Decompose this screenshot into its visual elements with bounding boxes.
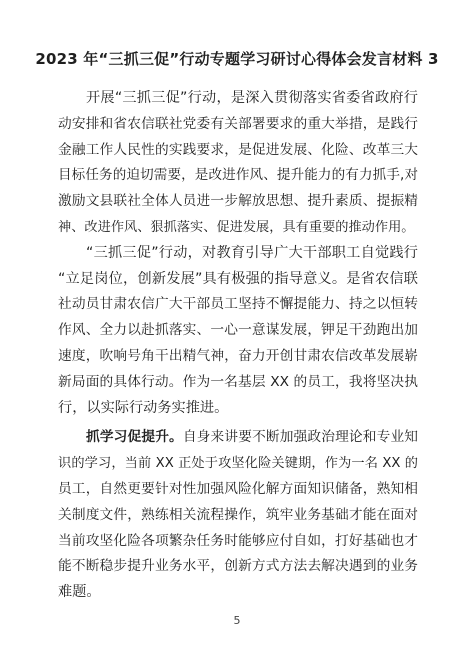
paragraph-line: 社动员甘肃农信广大干部员工坚持不懈提能力、持之以恒转 bbox=[58, 296, 418, 313]
paragraph-line: 动安排和省农信联社党委有关部署要求的重大举措，是践行 bbox=[58, 115, 418, 132]
paragraph-line: 目标任务的迫切需要，是改进作风、提升能力的有力抓手,对 bbox=[58, 167, 418, 184]
paragraph-first-line bbox=[58, 425, 418, 451]
paragraph-line: 识的学习，当前 XX 正处于攻坚化险关键期，作为一名 XX 的 bbox=[58, 456, 418, 472]
paragraph-line: “三抓三促”行动，对教育引导广大干部职工自觉践行 bbox=[86, 244, 418, 261]
paragraph-text: 自身来讲要不断加强政治理论和专业知 bbox=[182, 429, 418, 446]
paragraph-heading: 抓学习促提升。 bbox=[86, 429, 183, 446]
paragraph-3 bbox=[58, 425, 418, 606]
paragraph-1 bbox=[58, 86, 418, 241]
paragraph-line: 神、改进作风、狠抓落实、促进发展，具有重要的推动作用。 bbox=[58, 219, 415, 235]
paragraph-line: 作风、全力以赴抓落实、一心一意谋发展，钾足干劲跑出加 bbox=[58, 322, 418, 339]
paragraph-line: 关制度文件，熟练相关流程操作，筑牢业务基础才能在面对 bbox=[58, 506, 418, 523]
paragraph-line: 速度，吹响号角干出精气神，奋力开创甘肃农信改革发展崭 bbox=[58, 347, 418, 364]
paragraph-line: 激励文县联社全体人员进一步解放思想、提升素质、提振精 bbox=[58, 193, 418, 210]
paragraph-line: 行，以实际行动务实推进。 bbox=[58, 399, 229, 416]
document-body bbox=[58, 86, 418, 606]
paragraph-line: “立足岗位，创新发展”具有极强的指导意义。是省农信联 bbox=[58, 270, 418, 287]
paragraph-line: 能不断稳步提升业务水平，创新方式方法去解决遇到的业务 bbox=[58, 558, 418, 575]
paragraph-line: 难题。 bbox=[58, 584, 101, 601]
paragraph-line: 金融工作人民性的实践要求，是促进发展、化险、改革三大 bbox=[58, 141, 418, 158]
paragraph-line: 新局面的具体行动。作为一名基层 XX 的员工，我将坚决执 bbox=[58, 373, 418, 390]
paragraph-2 bbox=[58, 241, 418, 422]
paragraph-line: 当前攻坚化险各项繁杂任务时能够应付自如，打好基础也才 bbox=[58, 532, 418, 549]
paragraph-line: 员工，自然更要针对性加强风险化解方面知识储备，熟知相 bbox=[58, 480, 418, 497]
paragraph-line: 开展“三抓三促”行动，是深入贯彻落实省委省政府行 bbox=[86, 90, 418, 106]
page-number: 5 bbox=[233, 614, 241, 627]
document-title: 2023 年“三抓三促”行动专题学习研讨心得体会发言材料 3 bbox=[35, 50, 439, 68]
